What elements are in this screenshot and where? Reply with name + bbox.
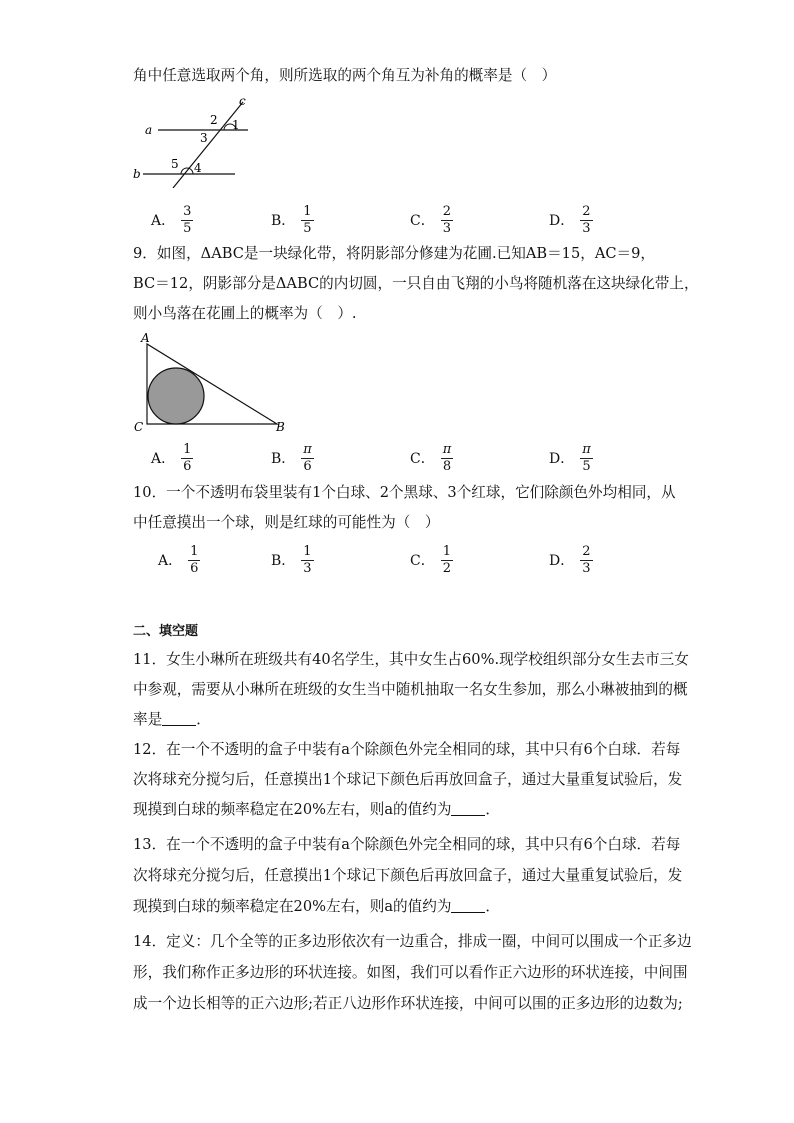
q10-line-1: 10．一个不透明布袋里装有1个白球、2个黑球、3个红球，它们除颜色外均相同，从 <box>133 484 676 501</box>
section-title-fill-in: 二、填空题 <box>133 624 199 639</box>
angle-3-label: 3 <box>200 131 208 145</box>
fraction: $\frac{\pi}{6}$ <box>303 441 312 474</box>
q11-line-3: 率是 ． <box>133 711 211 728</box>
q11-line-2: 中参观，需要从小琳所在班级的女生当中随机抽取一名女生参加，那么小琳被抽到的概 <box>133 681 688 698</box>
fraction: $\frac{1}{6}$ <box>183 441 192 474</box>
vertex-a-label: A <box>141 331 150 345</box>
q9-option-c[interactable]: C． $\frac{\pi}{8}$ <box>410 441 452 474</box>
fraction: $\frac{\pi}{5}$ <box>582 441 591 474</box>
angle-2-label: 2 <box>210 113 218 127</box>
q9-line-3: 则小鸟落在花圃上的概率为（ ）. <box>133 305 357 322</box>
q8-option-a[interactable]: A． $\frac{3}{5}$ <box>151 203 192 236</box>
q10-option-a[interactable]: A． $\frac{1}{6}$ <box>158 543 199 576</box>
q12-line-3: 现摸到白球的频率稳定在20%左右，则a的值约为 ． <box>133 801 501 818</box>
q13-line-1: 13．在一个不透明的盒子中装有a个除颜色外完全相同的球，其中只有6个白球．若每 <box>133 836 681 853</box>
answer-blank[interactable] <box>162 711 196 726</box>
line-b-label: b <box>133 167 141 181</box>
q10-option-b[interactable]: B． $\frac{1}{3}$ <box>271 543 312 576</box>
q9-line-1: 9．如图，ΔABC是一块绿化带，将阴影部分修建为花圃.已知AB＝15，AC＝9， <box>133 245 656 262</box>
q14-line-3: 成一个边长相等的正六边形;若正八边形作环状连接，中间可以围的正多边形的边数为; <box>133 995 683 1012</box>
q9-options <box>133 436 653 480</box>
q14-line-2: 形，我们称作正多边形的环状连接。如图，我们可以看作正六边形的环状连接，中间围 <box>133 964 688 981</box>
q8-option-b[interactable]: B． $\frac{1}{5}$ <box>271 203 312 236</box>
vertex-b-label: B <box>276 420 285 434</box>
fraction: $\frac{1}{5}$ <box>303 203 312 236</box>
angle-4-label: 4 <box>194 161 202 175</box>
answer-blank[interactable] <box>451 801 485 816</box>
q10-line-2: 中任意摸出一个球，则是红球的可能性为（ ） <box>133 514 440 531</box>
fraction: $\frac{3}{5}$ <box>183 203 192 236</box>
fraction: $\frac{2}{3}$ <box>582 203 591 236</box>
fraction: $\frac{1}{2}$ <box>442 543 451 576</box>
q9-option-b[interactable]: B． $\frac{\pi}{6}$ <box>271 441 312 474</box>
q12-line-1: 12．在一个不透明的盒子中装有a个除颜色外完全相同的球，其中只有6个白球．若每 <box>133 741 681 758</box>
fraction: $\frac{\pi}{8}$ <box>442 441 452 474</box>
q13-line-2: 次将球充分搅匀后，任意摸出1个球记下颜色后再放回盒子，通过大量重复试验后，发 <box>133 867 683 884</box>
q8-option-d[interactable]: D． $\frac{2}{3}$ <box>549 203 591 236</box>
line-c-label: c <box>239 96 246 108</box>
q8-option-c[interactable]: C． $\frac{2}{3}$ <box>410 203 451 236</box>
q8-options <box>133 198 653 242</box>
q10-option-c[interactable]: C． $\frac{1}{2}$ <box>410 543 451 576</box>
vertex-c-label: C <box>134 420 144 434</box>
q9-option-a[interactable]: A． $\frac{1}{6}$ <box>151 441 192 474</box>
q14-line-1: 14．定义：几个全等的正多边形依次有一边重合，排成一圈，中间可以围成一个正多边 <box>133 933 692 950</box>
q8-figure-parallel-lines <box>133 96 263 188</box>
answer-blank[interactable] <box>451 898 485 913</box>
fraction: $\frac{1}{3}$ <box>303 543 312 576</box>
fraction: $\frac{1}{6}$ <box>190 543 199 576</box>
q10-options <box>133 538 653 582</box>
q10-option-d[interactable]: D． $\frac{2}{3}$ <box>549 543 591 576</box>
q12-line-2: 次将球充分搅匀后，任意摸出1个球记下颜色后再放回盒子，通过大量重复试验后，发 <box>133 771 683 788</box>
angle-5-label: 5 <box>171 157 179 171</box>
q9-option-d[interactable]: D． $\frac{\pi}{5}$ <box>549 441 591 474</box>
fraction: $\frac{2}{3}$ <box>582 543 591 576</box>
q11-line-1: 11．女生小琳所在班级共有40名学生，其中女生占60%.现学校组织部分女生去市三女 <box>133 651 689 668</box>
q8-stem: 角中任意选取两个角，则所选取的两个角互为补角的概率是（ ） <box>133 67 557 84</box>
q13-line-3: 现摸到白球的频率稳定在20%左右，则a的值约为 ． <box>133 898 501 915</box>
q9-figure-triangle <box>133 330 293 438</box>
fraction: $\frac{2}{3}$ <box>442 203 451 236</box>
line-a-label: a <box>145 123 153 137</box>
angle-1-label: 1 <box>232 118 240 132</box>
q9-line-2: BC＝12，阴影部分是ΔABC的内切圆，一只自由飞翔的小鸟将随机落在这块绿化带上， <box>133 275 699 292</box>
